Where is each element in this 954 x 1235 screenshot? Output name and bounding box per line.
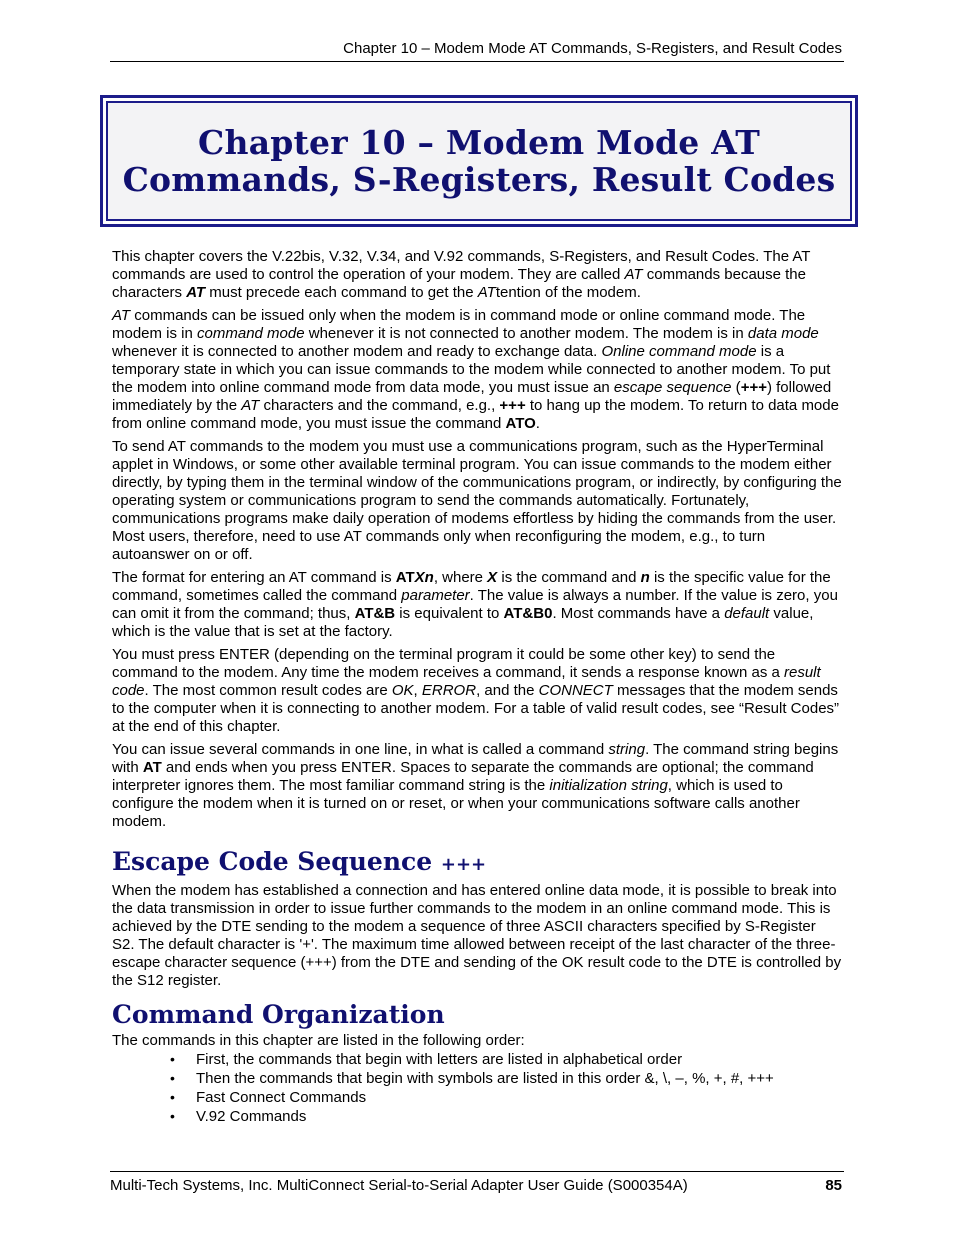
- page-footer: [110, 1176, 842, 1196]
- chapter-title-box-inner: [106, 101, 852, 221]
- intro-paragraph-3: To send AT commands to the modem you must use a communications program, such as the HyperTerminal applet in Windows, or some other available terminal program. You can issue commands to the modem either directly, by typing them in the terminal window of the communications program, or indirectly, by configuring the operating system or communications program to send the commands automatically. Fortunately, communications programs make daily operation of modems effortless by hiding the commands from the user. Most users, therefore, need to use AT commands only when reconfiguring the modem, e.g., to turn autoanswer on or off.: [112, 438, 842, 563]
- organization-section-intro: The commands in this chapter are listed in the following order:: [112, 1032, 525, 1049]
- organization-list: [112, 1050, 842, 1126]
- chapter-title-box: [100, 95, 858, 227]
- running-header: [110, 39, 842, 59]
- escape-section-heading: Escape Code Sequence +++: [112, 847, 487, 876]
- intro-paragraph-2: AT commands can be issued only when the modem is in command mode or online command mode. The modem is in command mode whenever it is not connected to another modem. The modem is in data mode whenever it is connected to another modem and ready to exchange data. Online command mode is a temporary state in which you can issue commands to the modem while connected to another modem. To put the modem into online command mode from data mode, you must issue an escape sequence (+++) followed immediately by the AT characters and the command, e.g., +++ to hang up the modem. To return to data mode from online command mode, you must issue the command ATO.: [112, 307, 839, 432]
- organization-section-heading: Command Organization: [112, 1000, 445, 1029]
- page-number: 85: [825, 1177, 842, 1194]
- header-divider: [110, 61, 844, 62]
- intro-paragraph-1: This chapter covers the V.22bis, V.32, V.34, and V.92 commands, S-Registers, and Result Codes. The AT commands are used to control the operation of your modem. They are called AT commands because the characters AT must precede each command to get the ATtention of the modem.: [112, 248, 811, 301]
- running-header-title: Chapter 10 – Modem Mode AT Commands, S-Registers, and Result Codes: [343, 40, 842, 57]
- intro-paragraph-5: You must press ENTER (depending on the terminal program it could be some other key) to send the command to the modem. Any time the modem receives a command, it sends a response known as a result code. The most common result codes are OK, ERROR, and the CONNECT messages that the modem sends to the computer when it is connecting to another modem. For a table of valid result codes, see “Result Codes” at the end of this chapter.: [112, 646, 840, 735]
- list-item: • First, the commands that begin with letters are listed in alphabetical order: [196, 1050, 842, 1069]
- page-content: [112, 248, 842, 1126]
- chapter-title: Chapter 10 – Modem Mode AT Commands, S-Registers, Result Codes: [122, 123, 836, 199]
- list-item: • Fast Connect Commands: [196, 1088, 842, 1107]
- intro-paragraph-6: You can issue several commands in one line, in what is called a command string. The command string begins with AT and ends when you press ENTER. Spaces to separate the commands are optional; the command interpreter ignores them. The most familiar command string is the initialization string, which is used to configure the modem when it is turned on or reset, or when your communications software calls another modem.: [112, 741, 839, 830]
- intro-paragraph-4: The format for entering an AT command is ATXn, where X is the command and n is the specific value for the command, sometimes called the command parameter. The value is always a number. If the value is zero, you can omit it from the command; thus, AT&B is equivalent to AT&B0. Most commands have a default value, which is the value that is set at the factory.: [112, 569, 838, 640]
- footer-text: Multi-Tech Systems, Inc. MultiConnect Serial-to-Serial Adapter User Guide (S000354A): [110, 1177, 688, 1194]
- escape-section-body: When the modem has established a connection and has entered online data mode, it is possible to break into the data transmission in order to issue further commands to the modem in an online command mode. This is achieved by the DTE sending to the modem a sequence of three ASCII characters specified by S-Register S2. The default character is '+'. The maximum time allowed between receipt of the last character of the three-escape character sequence (+++) from the DTE and sending of the OK result code to the DTE is controlled by the S12 register.: [112, 882, 842, 989]
- footer-divider: [110, 1171, 844, 1172]
- list-item: • Then the commands that begin with symbols are listed in this order &, \, –, %, +, #, +++: [196, 1069, 842, 1088]
- list-item: • V.92 Commands: [196, 1107, 842, 1126]
